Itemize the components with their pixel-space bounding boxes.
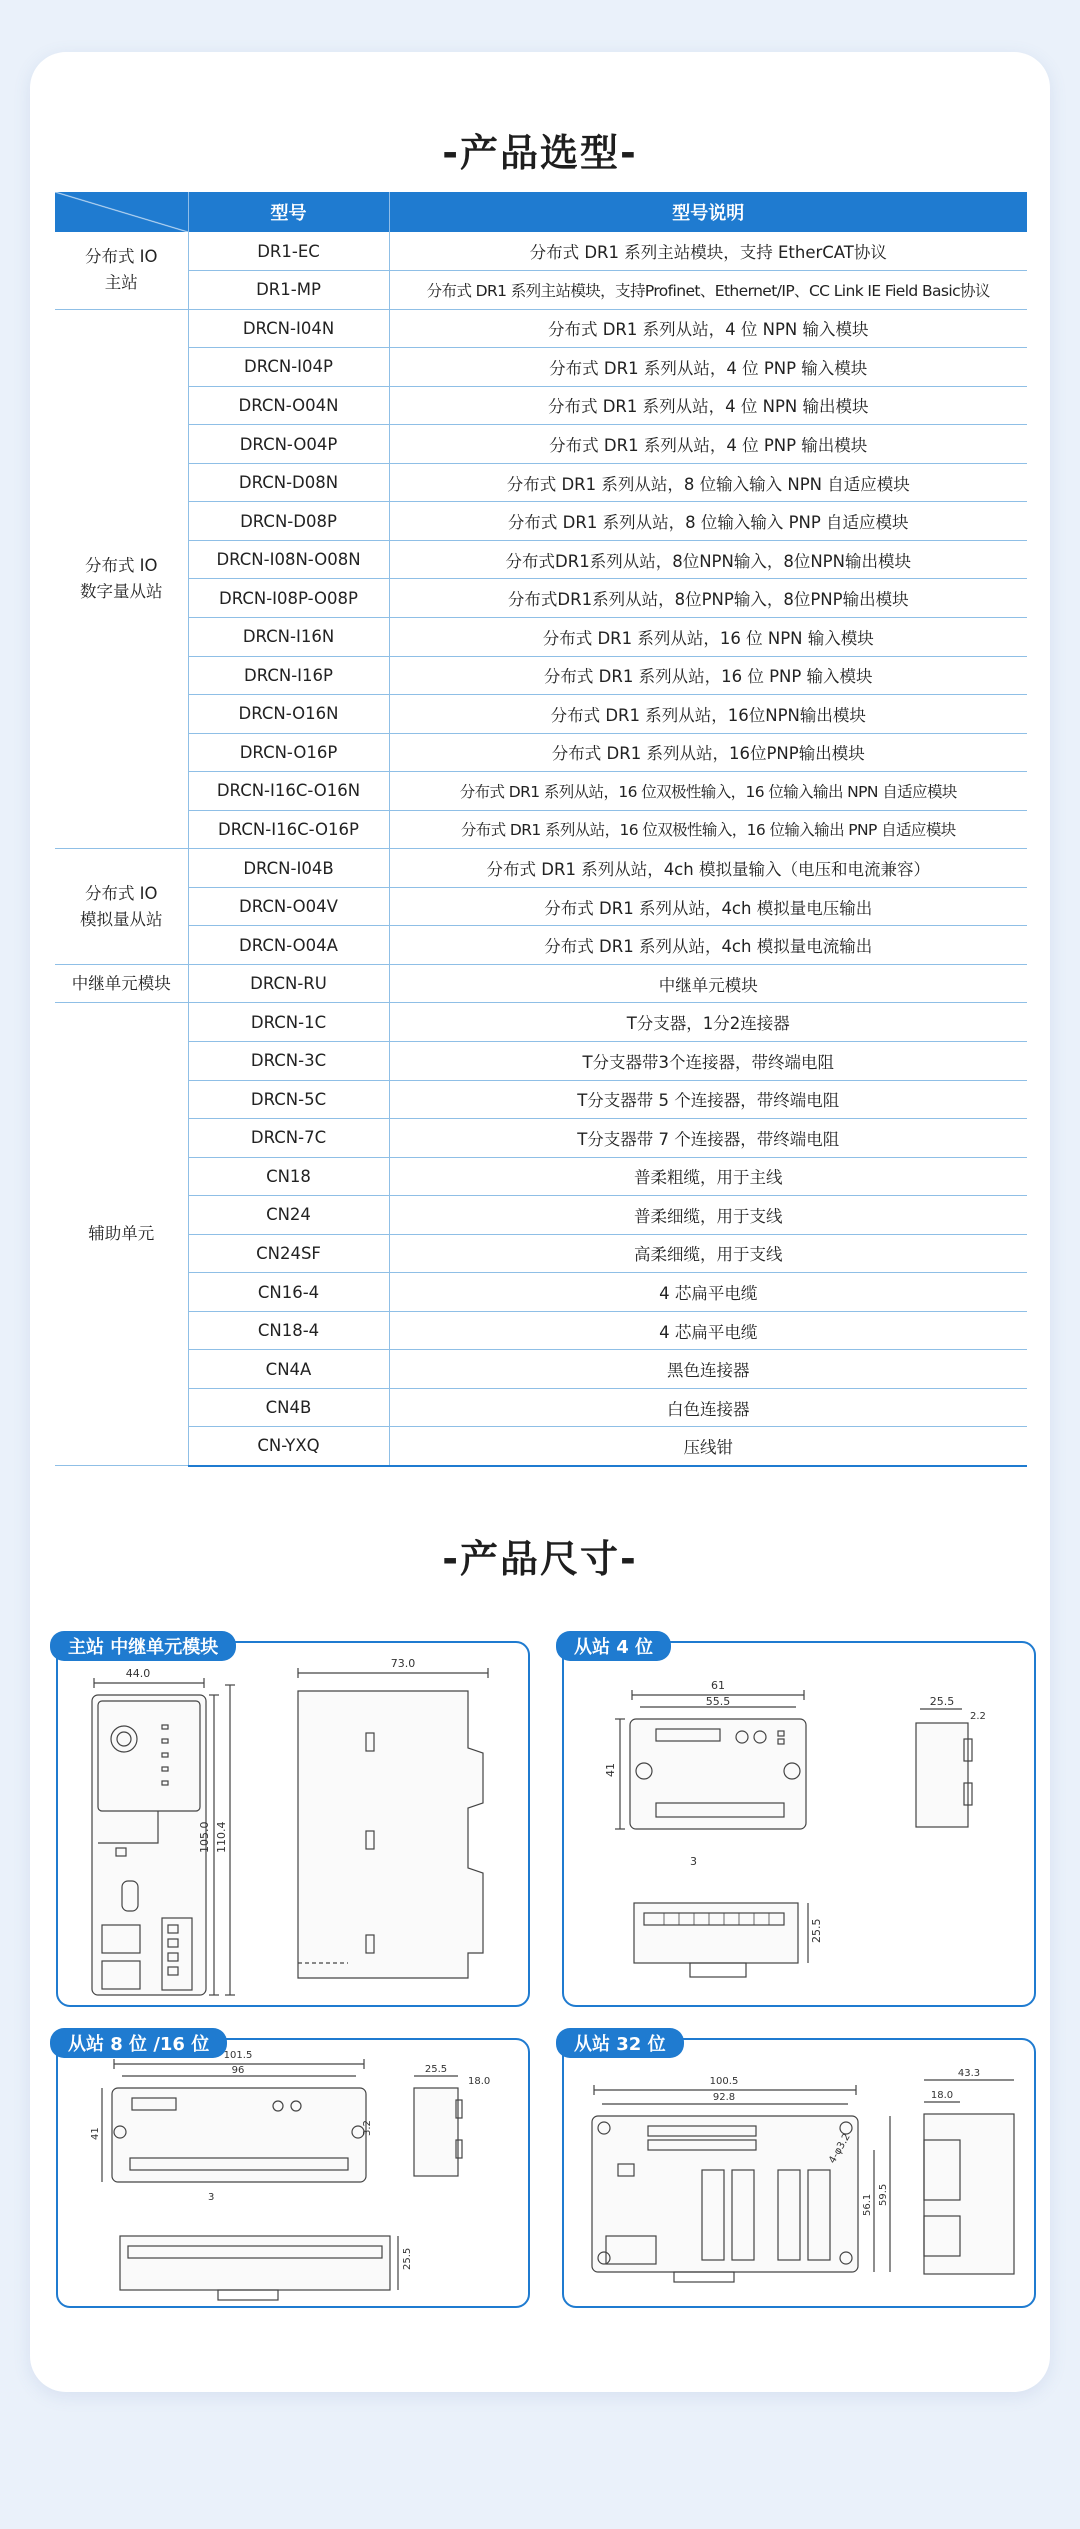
description-cell: 白色连接器 [389, 1388, 1027, 1427]
model-cell: CN4A [188, 1350, 389, 1389]
table-row [55, 849, 1027, 888]
dim-pitch: 55.5 [705, 1695, 731, 1708]
table-row [55, 926, 1027, 965]
description-cell: 分布式 DR1 系列从站，4ch 模拟量输入（电压和电流兼容） [389, 849, 1027, 888]
table-header-row [55, 192, 1027, 232]
description-cell: 黑色连接器 [389, 1350, 1027, 1389]
table-row [55, 232, 1027, 271]
slave-8-16-drawing [58, 2040, 532, 2310]
table-row [55, 425, 1027, 464]
table-row [55, 733, 1027, 772]
description-cell: 分布式 DR1 系列从站，4 位 PNP 输出模块 [389, 425, 1027, 464]
table-row [55, 695, 1027, 734]
dim-height-total: 59.5 [878, 2183, 889, 2206]
drawing-master-station [56, 1637, 530, 2007]
description-cell: 4 芯扁平电缆 [389, 1273, 1027, 1312]
category-cell: 分布式 IO 模拟量从站 [55, 849, 188, 965]
selection-table [55, 192, 1027, 1467]
table-row [55, 502, 1027, 541]
table-row [55, 1041, 1027, 1080]
table-row [55, 617, 1027, 656]
section-title-dimensions: -产品尺寸- [442, 1537, 638, 1581]
table-row [55, 964, 1027, 1003]
model-cell: CN4B [188, 1388, 389, 1427]
table-row [55, 1388, 1027, 1427]
dim-width: 100.5 [709, 2076, 739, 2087]
header-model: 型号 [188, 192, 389, 232]
category-cell: 分布式 IO 主站 [55, 232, 188, 309]
description-cell: 分布式 DR1 系列从站，16位PNP输出模块 [389, 733, 1027, 772]
drawing-tag: 从站 4 位 [556, 1631, 671, 1661]
dim-depth: 73.0 [390, 1657, 416, 1670]
table-row [55, 309, 1027, 348]
slave-32-drawing [564, 2040, 1038, 2310]
table-row [55, 656, 1027, 695]
description-cell: 压线钳 [389, 1427, 1027, 1466]
description-cell: 分布式 DR1 系列从站，8 位输入输入 NPN 自适应模块 [389, 463, 1027, 502]
drawing-slave-32 [562, 2034, 1036, 2308]
dim-depth: 25.5 [424, 2064, 448, 2075]
dim-holes: 4-φ3.2 [827, 2131, 853, 2166]
description-cell: 分布式 DR1 系列从站，4ch 模拟量电压输出 [389, 887, 1027, 926]
dim-height: 56.1 [862, 2193, 873, 2216]
table-row [55, 271, 1027, 310]
drawing-tag: 主站 中继单元模块 [50, 1631, 236, 1661]
description-cell: 分布式DR1系列从站，8位NPN输入，8位NPN输出模块 [389, 540, 1027, 579]
model-cell: DRCN-I08P-O08P [188, 579, 389, 618]
model-cell: DRCN-7C [188, 1119, 389, 1158]
model-cell: DRCN-I16C-O16P [188, 810, 389, 849]
model-cell: DRCN-RU [188, 964, 389, 1003]
dim-offset: 3 [208, 2192, 215, 2203]
model-cell: CN18-4 [188, 1311, 389, 1350]
dim-side: 25.5 [810, 1918, 823, 1943]
table-row [55, 579, 1027, 618]
description-cell: 分布式 DR1 系列从站，4ch 模拟量电流输出 [389, 926, 1027, 965]
model-cell: DRCN-I16N [188, 617, 389, 656]
table-row [55, 1157, 1027, 1196]
description-cell: 分布式 DR1 系列从站，16 位双极性输入，16 位输入输出 PNP 自适应模块 [389, 810, 1027, 849]
model-cell: DRCN-D08P [188, 502, 389, 541]
description-cell: 中继单元模块 [389, 964, 1027, 1003]
table-row [55, 1350, 1027, 1389]
table-row [55, 1427, 1027, 1466]
description-cell: 分布式 DR1 系列从站，16位NPN输出模块 [389, 695, 1027, 734]
category-cell: 分布式 IO 数字量从站 [55, 309, 188, 849]
description-cell: 分布式 DR1 系列从站，16 位 PNP 输入模块 [389, 656, 1027, 695]
model-cell: DRCN-I08N-O08N [188, 540, 389, 579]
model-cell: CN-YXQ [188, 1427, 389, 1466]
table-row [55, 810, 1027, 849]
dim-pitch: 92.8 [712, 2092, 736, 2103]
category-cell: 中继单元模块 [55, 964, 188, 1003]
table-row [55, 1234, 1027, 1273]
header-corner [55, 192, 188, 232]
table-row [55, 1273, 1027, 1312]
dim-width: 61 [711, 1679, 725, 1692]
description-cell: T分支器带 7 个连接器，带终端电阻 [389, 1119, 1027, 1158]
drawing-slave-8-16 [56, 2034, 530, 2308]
model-cell: DR1-MP [188, 271, 389, 310]
model-cell: DRCN-1C [188, 1003, 389, 1042]
dim-depth: 25.5 [929, 1695, 955, 1708]
table-row [55, 1119, 1027, 1158]
description-cell: T分支器带 5 个连接器，带终端电阻 [389, 1080, 1027, 1119]
table-row [55, 772, 1027, 811]
description-cell: 分布式DR1系列从站，8位PNP输入，8位PNP输出模块 [389, 579, 1027, 618]
model-cell: DRCN-I16C-O16N [188, 772, 389, 811]
description-cell: 分布式 DR1 系列主站模块，支持 EtherCAT协议 [389, 232, 1027, 271]
model-cell: DRCN-O04N [188, 386, 389, 425]
model-cell: DRCN-O04V [188, 887, 389, 926]
model-cell: DRCN-D08N [188, 463, 389, 502]
description-cell: 普柔细缆，用于支线 [389, 1196, 1027, 1235]
description-cell: 分布式 DR1 系列从站，16 位 NPN 输入模块 [389, 617, 1027, 656]
description-cell: 分布式 DR1 系列主站模块，支持Profinet、Ethernet/IP、CC Link IE Field Basic协议 [389, 271, 1027, 310]
model-cell: DRCN-I04N [188, 309, 389, 348]
description-cell: 分布式 DR1 系列从站，4 位 PNP 输入模块 [389, 348, 1027, 387]
dim-height: 105.0 [198, 1821, 211, 1853]
model-cell: DRCN-O04A [188, 926, 389, 965]
dim-width: 44.0 [125, 1667, 151, 1680]
table-row [55, 1003, 1027, 1042]
drawing-tag: 从站 32 位 [556, 2028, 684, 2058]
drawing-tag: 从站 8 位 /16 位 [50, 2028, 227, 2058]
description-cell: 普柔粗缆，用于主线 [389, 1157, 1027, 1196]
table-row [55, 887, 1027, 926]
master-station-drawing [58, 1643, 532, 2009]
description-cell: 分布式 DR1 系列从站，16 位双极性输入，16 位输入输出 NPN 自适应模块 [389, 772, 1027, 811]
model-cell: DRCN-O04P [188, 425, 389, 464]
section-title-selection: -产品选型- [442, 131, 638, 175]
dim-small: 2.2 [970, 1711, 986, 1722]
table-row [55, 1196, 1027, 1235]
model-cell: DRCN-O16N [188, 695, 389, 734]
dim-offset: 3 [690, 1855, 697, 1868]
dim-side: 25.5 [402, 2247, 413, 2270]
model-cell: CN16-4 [188, 1273, 389, 1312]
table-row [55, 348, 1027, 387]
model-cell: DRCN-5C [188, 1080, 389, 1119]
description-cell: 分布式 DR1 系列从站，8 位输入输入 PNP 自适应模块 [389, 502, 1027, 541]
dim-height: 41 [90, 2127, 101, 2140]
table-row [55, 463, 1027, 502]
model-cell: DRCN-I04P [188, 348, 389, 387]
model-cell: DRCN-I16P [188, 656, 389, 695]
description-cell: T分支器带3个连接器，带终端电阻 [389, 1041, 1027, 1080]
table-row [55, 1311, 1027, 1350]
drawing-slave-4 [562, 1637, 1036, 2007]
description-cell: 高柔细缆，用于支线 [389, 1234, 1027, 1273]
dim-pitch: 96 [231, 2065, 245, 2076]
dim-depth: 18.0 [930, 2090, 954, 2101]
table-row [55, 540, 1027, 579]
description-cell: 4 芯扁平电缆 [389, 1311, 1027, 1350]
header-desc: 型号说明 [389, 192, 1027, 232]
model-cell: CN18 [188, 1157, 389, 1196]
model-cell: DR1-EC [188, 232, 389, 271]
description-cell: 分布式 DR1 系列从站，4 位 NPN 输入模块 [389, 309, 1027, 348]
model-cell: DRCN-3C [188, 1041, 389, 1080]
model-cell: DRCN-I04B [188, 849, 389, 888]
table-row [55, 1080, 1027, 1119]
model-cell: CN24SF [188, 1234, 389, 1273]
category-cell: 辅助单元 [55, 1003, 188, 1466]
dim-width: 101.5 [223, 2050, 253, 2061]
dim-height-total: 110.4 [215, 1821, 228, 1853]
dim-depth-2: 18.0 [468, 2076, 491, 2087]
description-cell: T分支器，1分2连接器 [389, 1003, 1027, 1042]
model-cell: CN24 [188, 1196, 389, 1235]
dim-hole: 3.2 [362, 2120, 373, 2136]
table-row [55, 386, 1027, 425]
dim-height: 41 [604, 1763, 617, 1777]
description-cell: 分布式 DR1 系列从站，4 位 NPN 输出模块 [389, 386, 1027, 425]
model-cell: DRCN-O16P [188, 733, 389, 772]
slave-4-drawing [564, 1643, 1038, 2009]
dim-depth-total: 43.3 [957, 2068, 981, 2079]
